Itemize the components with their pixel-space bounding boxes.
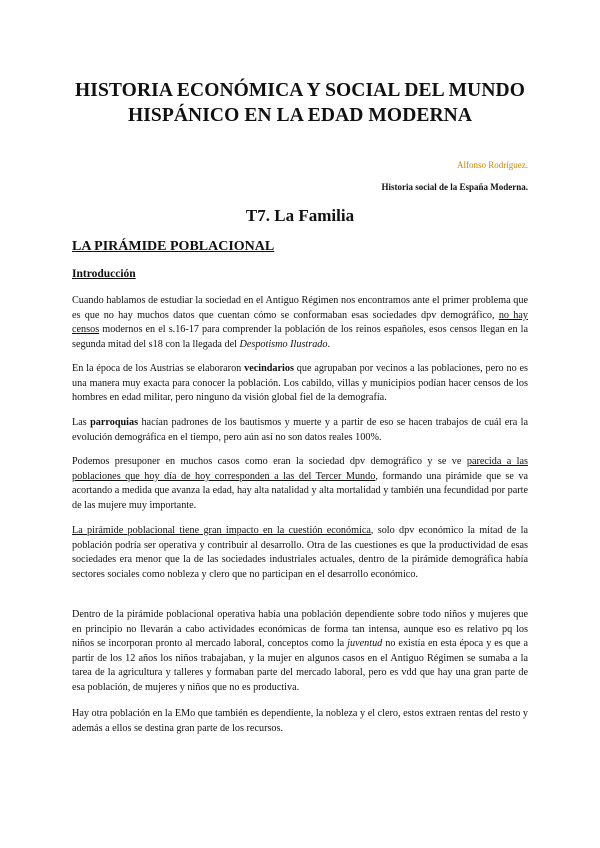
subject-name: Historia social de la España Moderna. — [381, 182, 528, 192]
intro-title: Introducción — [72, 268, 136, 280]
paragraph-1 — [72, 294, 528, 352]
unit-title: T7. La Familia — [245, 206, 355, 225]
paragraph-2 — [72, 362, 528, 406]
underlined-phrase: La pirámide poblacional tiene gran impacto en la cuestión económica — [72, 525, 371, 536]
paragraph-text: , formando una pirámide que se va acortando a medida que avanza la edad, hay alta natalidad y alta mortalidad y también una fecundidad por parte de las mujere muy importante. — [72, 470, 528, 511]
underlined-phrase: no hay censos — [72, 309, 528, 336]
paragraph-text: Cuando hablamos de estudiar la sociedad en el Antiguo Régimen nos encontramos ante el primer problema que es que no hay muchos datos que cuentan cómo se conformaban esas sociedades dpv demográfico, — [72, 295, 528, 321]
paragraph-text: Las — [72, 417, 91, 428]
paragraph-text: , solo dpv económico la mitad de la población podría ser operativa y contribuir al desarrollo. Otra de las cuestiones es que la productividad de esas sociedades era menor que la de las sociedades industriales actuales, dentro de la pirámide demográfica había sectores sociales como nobleza y clero que no participan en el desarrollo económico. — [72, 525, 529, 580]
paragraph-text: modernos en el s.16-17 para comprender la población de los reinos españoles, esos censos llegan en la segunda mitad del s18 con la llegada del — [72, 324, 528, 350]
paragraph-3 — [72, 416, 528, 445]
paragraph-text: hacían padrones de los bautismos y muerte y a partir de eso se hacen trabajos de cuál era la evolución demográfica en el tiempo, pero aún así no son datos reales 100%. — [72, 417, 528, 443]
paragraph-text: . — [327, 338, 331, 350]
paragraph-text: que agrupaban por vecinos a las poblaciones, pero no es una manera muy exacta para conocer la población. Los cabildo, villas y municipios podían hacer censos de los hombres en edad militar, pero ninguno da visión global fiel de la demografía. — [72, 363, 528, 404]
paragraph-5 — [72, 524, 528, 582]
document-title: HISTORIA ECONÓMICA Y SOCIAL DEL MUNDO HISPÁNICO EN LA EDAD MODERNA — [75, 80, 525, 126]
paragraph-7 — [72, 707, 528, 736]
author-name: Alfonso Rodríguez. — [457, 160, 528, 170]
paragraph-6 — [72, 608, 528, 696]
paragraph-text: Podemos presuponer en muchos casos como eran la sociedad dpv demográfico y se ve — [72, 456, 467, 467]
underlined-phrase: parecida a las poblaciones que hoy día de hoy corresponden a las del Tercer Mundo — [72, 456, 528, 482]
paragraph-text: Hay otra población en la EMo que también es dependiente, la nobleza y el clero, estos extraen rentas del resto y además a ellos se destina gran parte de los recursos. — [72, 708, 528, 734]
bold-term: vecindarios — [244, 363, 294, 374]
bold-term: parroquias — [90, 417, 139, 428]
paragraph-4 — [72, 455, 528, 513]
paragraph-text: Dentro de la pirámide poblacional operativa había una población dependiente sobre todo niños y mujeres que en principio no llevarán a cabo actividades económicas de forma tan intensa, aunque eso es relativo pq los niños se incorporan pronto al mercado laboral, conceptos como la — [72, 609, 528, 650]
paragraph-text: En la época de los Austrias se elaboraron — [72, 363, 245, 374]
italic-phrase: Despotismo Ilustrado — [239, 338, 328, 350]
section-title: LA PIRÁMIDE POBLACIONAL — [72, 239, 275, 254]
paragraph-text: no existía en esta época y es que a partir de los 12 años los niños trabajaban, y la mujer en algunos casos en el Antiguo Régimen se sumaba a la tarea de la agricultura y talleres y formaban parte del mercado laboral, pero es vdd que hay una gran parte de esa población, de mujeres y niños que no es productiva. — [72, 638, 528, 693]
italic-phrase: juventud — [347, 638, 383, 650]
